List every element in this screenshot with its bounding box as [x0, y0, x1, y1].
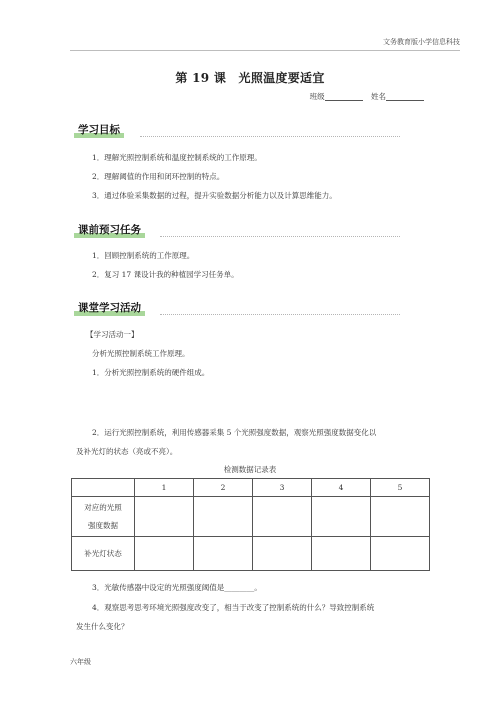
- activity-step: 3．光敏传感器中设定的光照强度阈值是________。: [92, 583, 262, 592]
- header-divider: [70, 50, 460, 51]
- section-divider: [160, 314, 400, 315]
- table-cell[interactable]: [253, 497, 312, 537]
- table-cell[interactable]: [194, 537, 253, 571]
- table-col-header: 1: [135, 479, 194, 497]
- objective-item: 2．理解阈值的作用和闭环控制的特点。: [92, 172, 225, 181]
- data-record-table: [71, 478, 430, 571]
- table-corner-cell: [72, 479, 135, 497]
- table-cell[interactable]: [371, 537, 430, 571]
- table-cell[interactable]: [312, 497, 371, 537]
- table-cell[interactable]: [135, 537, 194, 571]
- publisher-header: 文务教育版小学信息科技: [383, 38, 460, 46]
- preview-item: 2．复习 17 课设计我的种植园学习任务单。: [92, 270, 239, 279]
- row-label-line: 强度数据: [88, 520, 118, 530]
- table-col-header: 3: [253, 479, 312, 497]
- row-label-lamp: 补光灯状态: [72, 537, 135, 571]
- class-name-line: [310, 91, 424, 102]
- table-row: [72, 537, 430, 571]
- preview-item: 1．回顾控制系统的工作原理。: [92, 251, 195, 260]
- table-row: [72, 497, 430, 537]
- lesson-title: 第 19 课 光照温度要适宜: [175, 71, 325, 85]
- table-cell[interactable]: [194, 497, 253, 537]
- section-heading-preview: 课前预习任务: [78, 222, 141, 237]
- row-label-intensity: [72, 497, 135, 537]
- row-label-line: 对应的光照: [84, 502, 122, 512]
- table-caption: 检测数据记录表: [223, 465, 277, 474]
- objective-item: 3．通过体验采集数据的过程，提升实验数据分析能力以及计算思维能力。: [92, 191, 337, 200]
- table-col-header: 5: [371, 479, 430, 497]
- section-divider: [140, 136, 400, 137]
- activity-step: 1．分析光照控制系统的硬件组成。: [92, 368, 210, 377]
- activity-label: 【学习活动一】: [86, 330, 139, 339]
- activity-step-cont: 发生什么变化？: [76, 622, 129, 631]
- name-blank[interactable]: [386, 92, 424, 101]
- class-blank[interactable]: [325, 92, 363, 101]
- section-divider: [160, 236, 400, 237]
- activity-step: 2．运行光照控制系统，利用传感器采集 5 个光照强度数据，观察光照强度数据变化以: [92, 428, 377, 437]
- grade-footer: 六年级: [70, 658, 91, 666]
- table-cell[interactable]: [135, 497, 194, 537]
- section-heading-activity: 课堂学习活动: [78, 300, 141, 315]
- activity-step-cont: 及补光灯的状态（亮或不亮）。: [76, 447, 178, 456]
- name-label: 姓名: [371, 92, 386, 101]
- objective-item: 1．理解光照控制系统和温度控制系统的工作原理。: [92, 153, 262, 162]
- table-col-header: 2: [194, 479, 253, 497]
- class-label: 班级: [309, 92, 325, 101]
- table-cell[interactable]: [371, 497, 430, 537]
- table-cell[interactable]: [253, 537, 312, 571]
- section-heading-objectives: 学习目标: [78, 122, 120, 137]
- table-col-header: 4: [312, 479, 371, 497]
- table-header-row: [72, 479, 430, 497]
- activity-step: 4．观察思考思考环境光照强度改变了，相当于改变了控制系统的什么？导致控制系统: [92, 603, 375, 612]
- activity-intro: 分析光照控制系统工作原理。: [92, 349, 190, 358]
- table-cell[interactable]: [312, 537, 371, 571]
